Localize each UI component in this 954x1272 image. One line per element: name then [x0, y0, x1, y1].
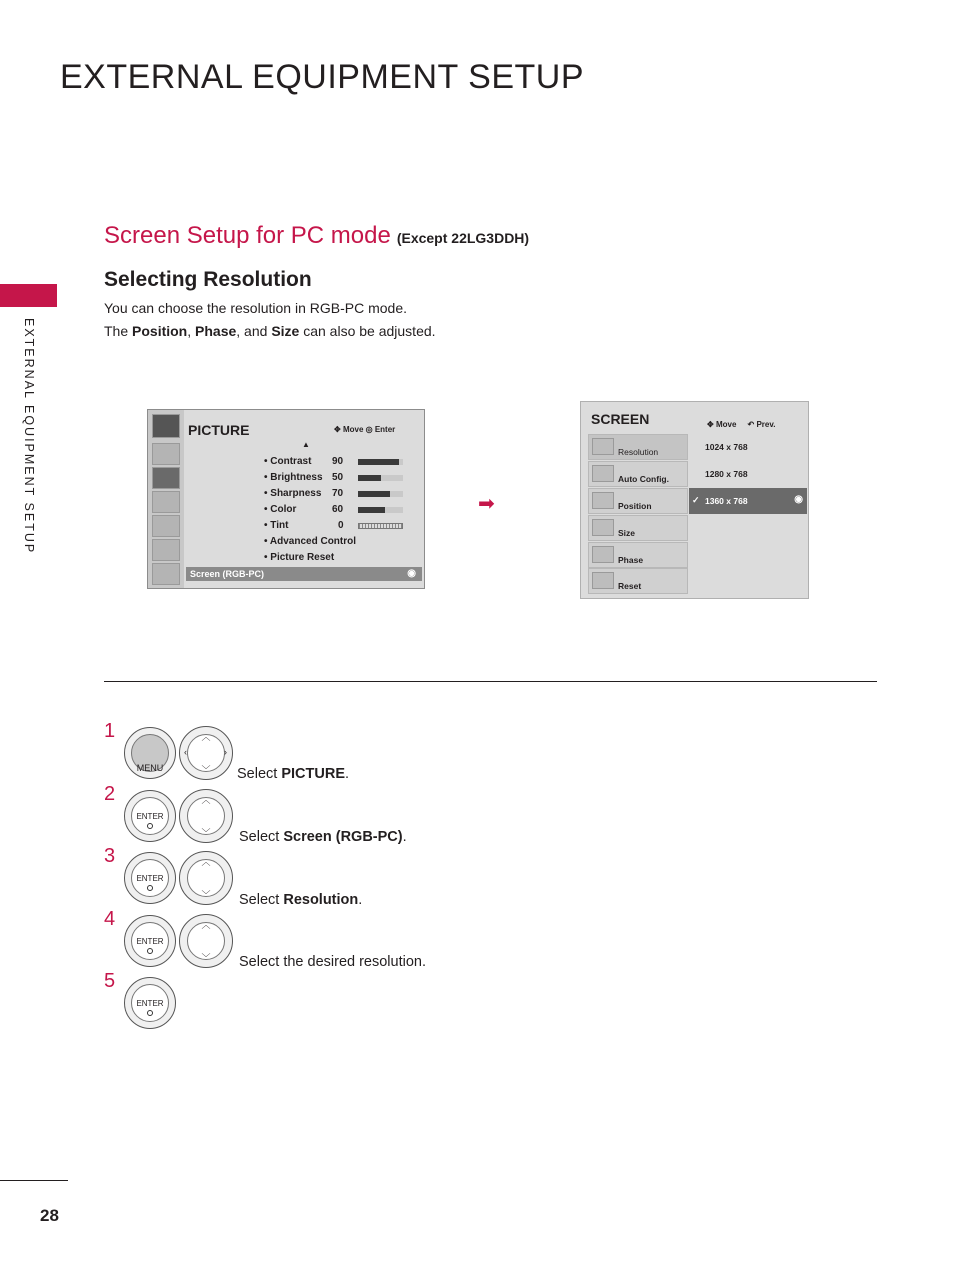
section-note: (Except 22LG3DDH)	[396, 230, 530, 246]
step-number: 3	[104, 845, 116, 867]
tv-icon	[152, 414, 180, 438]
screen-menu-screenshot	[580, 401, 809, 599]
prev-icon: ↶	[747, 420, 755, 429]
screen-item-resolution: Resolution	[588, 434, 688, 460]
menu-item-color: • Color	[264, 504, 297, 515]
menu-item-advanced-control: • Advanced Control	[264, 536, 357, 547]
screen-item-size: Size	[588, 515, 688, 541]
color-bar	[358, 507, 403, 513]
step-3-text: Select Resolution.	[239, 892, 363, 908]
enter-button-icon: ENTER	[124, 790, 176, 842]
screen-item-auto-config: Auto Config.	[588, 461, 688, 487]
resolution-option-1280: 1280 x 768	[705, 469, 748, 479]
section-title: Screen Setup for PC mode (Except 22LG3DDH)	[104, 222, 530, 249]
step-2-text: Select Screen (RGB-PC).	[239, 829, 407, 845]
step-1-text: Select PICTURE.	[237, 766, 350, 782]
nav-four-way-icon: ︿ ﹀ ‹ ›	[179, 726, 233, 780]
step-number: 4	[104, 908, 116, 930]
intro-line-1: You can choose the resolution in RGB-PC mode.	[104, 300, 407, 316]
tint-value: 0	[338, 520, 344, 531]
enter-button-icon: ENTER	[124, 852, 176, 904]
brightness-bar	[358, 475, 403, 481]
phase-icon	[592, 546, 614, 563]
enter-icon: ◉	[794, 494, 803, 505]
move-icon: ✥	[334, 425, 341, 434]
step-number: 1	[104, 720, 116, 742]
menu-button-icon: MENU	[124, 727, 176, 779]
screen-item-position: Position	[588, 488, 688, 514]
step-number: 2	[104, 783, 116, 805]
option-icon	[152, 539, 180, 561]
subsection-title: Selecting Resolution	[104, 268, 312, 291]
position-icon	[592, 492, 614, 509]
picture-menu-sidebar	[148, 410, 184, 588]
resolution-option-1360: ✓ 1360 x 768 ◉	[689, 488, 807, 514]
side-section-label: EXTERNAL EQUIPMENT SETUP	[22, 318, 36, 555]
auto-config-icon	[592, 465, 614, 482]
picture-menu-screenshot	[147, 409, 425, 589]
picture-menu-selected-item: Screen (RGB-PC) ◉	[186, 567, 422, 581]
checkmark-icon: ✓	[692, 495, 700, 505]
resolution-icon	[592, 438, 614, 455]
nav-up-down-icon: ︿ ﹀	[179, 914, 233, 968]
enter-icon: ◉	[407, 568, 416, 579]
step-4-text: Select the desired resolution.	[239, 954, 426, 970]
move-icon: ✥	[707, 420, 714, 429]
screen-item-phase: Phase	[588, 542, 688, 568]
reset-icon	[592, 572, 614, 589]
picture-menu-header: PICTURE	[188, 422, 250, 438]
screen-menu-nav-hint: ✥ Move ↶ Prev.	[707, 420, 776, 429]
enter-button-icon: ENTER	[124, 915, 176, 967]
resolution-option-1024: 1024 x 768	[705, 442, 748, 452]
color-value: 60	[332, 504, 344, 515]
menu-item-tint: • Tint	[264, 520, 289, 531]
menu-item-sharpness: • Sharpness	[264, 488, 322, 499]
lock-icon	[152, 563, 180, 585]
picture-menu-nav-hint: ✥ Move ◎ Enter	[334, 425, 396, 434]
section-divider	[104, 681, 877, 682]
time-icon	[152, 515, 180, 537]
size-icon	[592, 519, 614, 536]
side-tab-marker	[0, 284, 57, 307]
sharpness-bar	[358, 491, 403, 497]
contrast-value: 90	[332, 456, 344, 467]
nav-up-down-icon: ︿ ﹀	[179, 789, 233, 843]
setup-icon	[152, 443, 180, 465]
picture-icon	[152, 467, 180, 489]
menu-item-contrast: • Contrast	[264, 456, 312, 467]
screen-item-reset: Reset	[588, 568, 688, 594]
step-number: 5	[104, 970, 116, 992]
page-number: 28	[40, 1206, 59, 1225]
footer-rule	[0, 1180, 68, 1181]
page-title: EXTERNAL EQUIPMENT SETUP	[60, 58, 584, 96]
contrast-bar	[358, 459, 403, 465]
nav-up-down-icon: ︿ ﹀	[179, 851, 233, 905]
right-arrow-icon: ➡	[478, 493, 495, 515]
audio-icon	[152, 491, 180, 513]
screen-menu-header: SCREEN	[591, 411, 650, 427]
tint-bar	[358, 523, 403, 529]
sharpness-value: 70	[332, 488, 344, 499]
menu-item-picture-reset: • Picture Reset	[264, 552, 335, 563]
brightness-value: 50	[332, 472, 344, 483]
menu-item-brightness: • Brightness	[264, 472, 323, 483]
intro-line-2: The Position, Phase, and Size can also be adjusted.	[104, 323, 436, 339]
scroll-up-icon: ▲	[302, 440, 310, 449]
enter-button-icon: ENTER	[124, 977, 176, 1029]
